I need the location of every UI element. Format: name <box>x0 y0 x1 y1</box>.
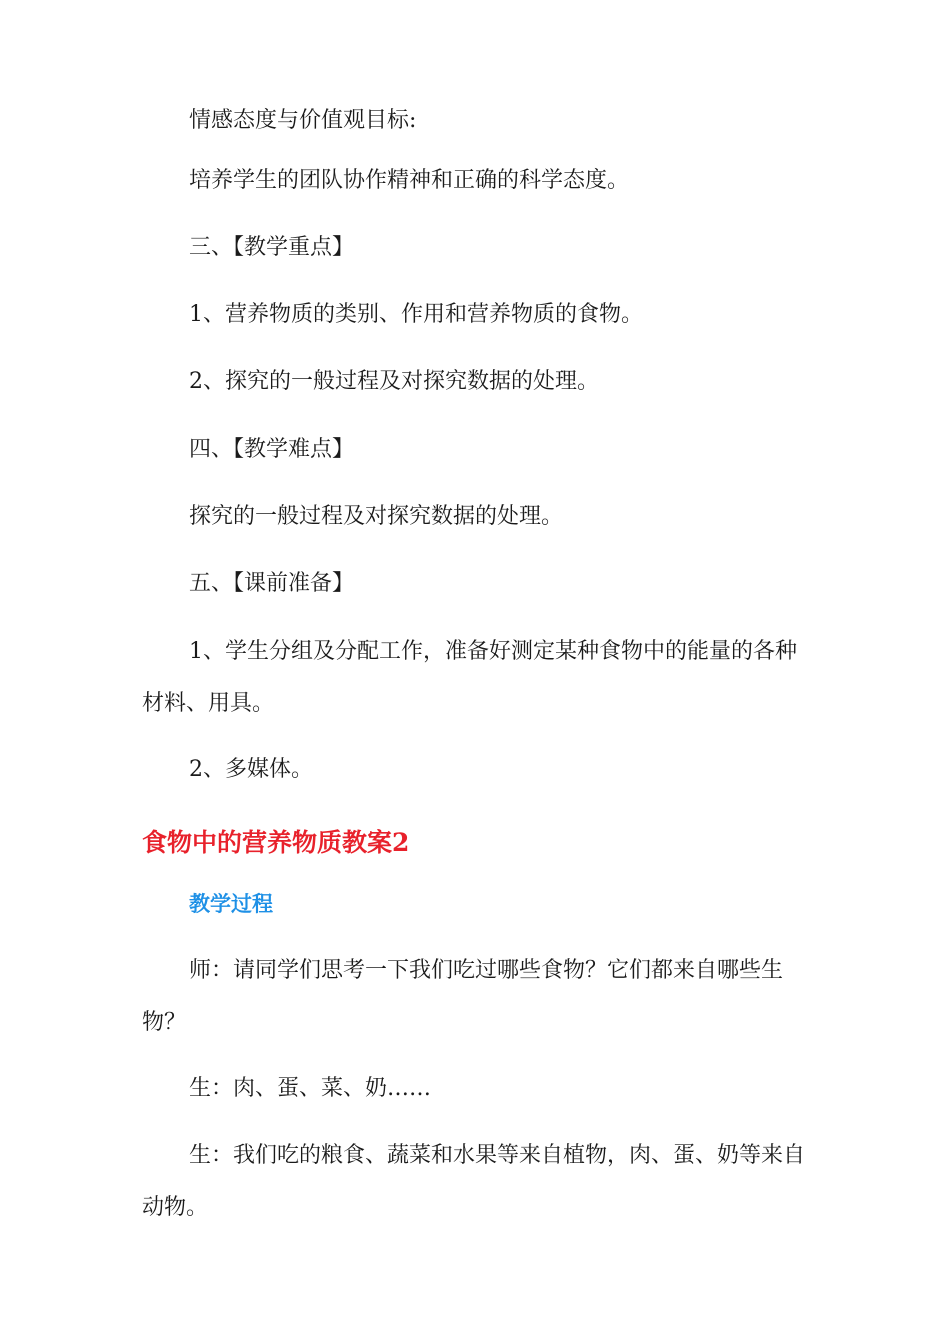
paragraph-difficulty: 探究的一般过程及对探究数据的处理。 <box>189 504 564 529</box>
paragraph-affective-goals-label: 情感态度与价值观目标: <box>189 108 417 133</box>
heading-preparation: 五、【课前准备】 <box>189 571 355 596</box>
heading-teaching-difficulty: 四、【教学难点】 <box>189 437 355 462</box>
paragraph-focus-1: 1、营养物质的类别、作用和营养物质的食物。 <box>189 302 643 327</box>
section-title: 食物中的营养物质教案2 <box>142 828 410 857</box>
heading-teaching-focus: 三、【教学重点】 <box>189 235 355 260</box>
paragraph-affective-goals: 培养学生的团队协作精神和正确的科学态度。 <box>189 168 630 193</box>
dialogue-student-answer-1: 生：肉、蛋、菜、奶…… <box>189 1076 432 1101</box>
paragraph-preparation-2: 2、多媒体。 <box>189 757 313 782</box>
dialogue-student-answer-2: 生：我们吃的粮食、蔬菜和水果等来自植物，肉、蛋、奶等来自动物。 <box>142 1143 806 1220</box>
paragraph-preparation-1: 1、学生分组及分配工作，准备好测定某种食物中的能量的各种材料、用具。 <box>142 639 797 716</box>
subsection-title: 教学过程 <box>189 892 273 916</box>
dialogue-teacher-question: 师：请同学们思考一下我们吃过哪些食物？它们都来自哪些生物？ <box>142 958 784 1035</box>
paragraph-focus-2: 2、探究的一般过程及对探究数据的处理。 <box>189 369 599 394</box>
